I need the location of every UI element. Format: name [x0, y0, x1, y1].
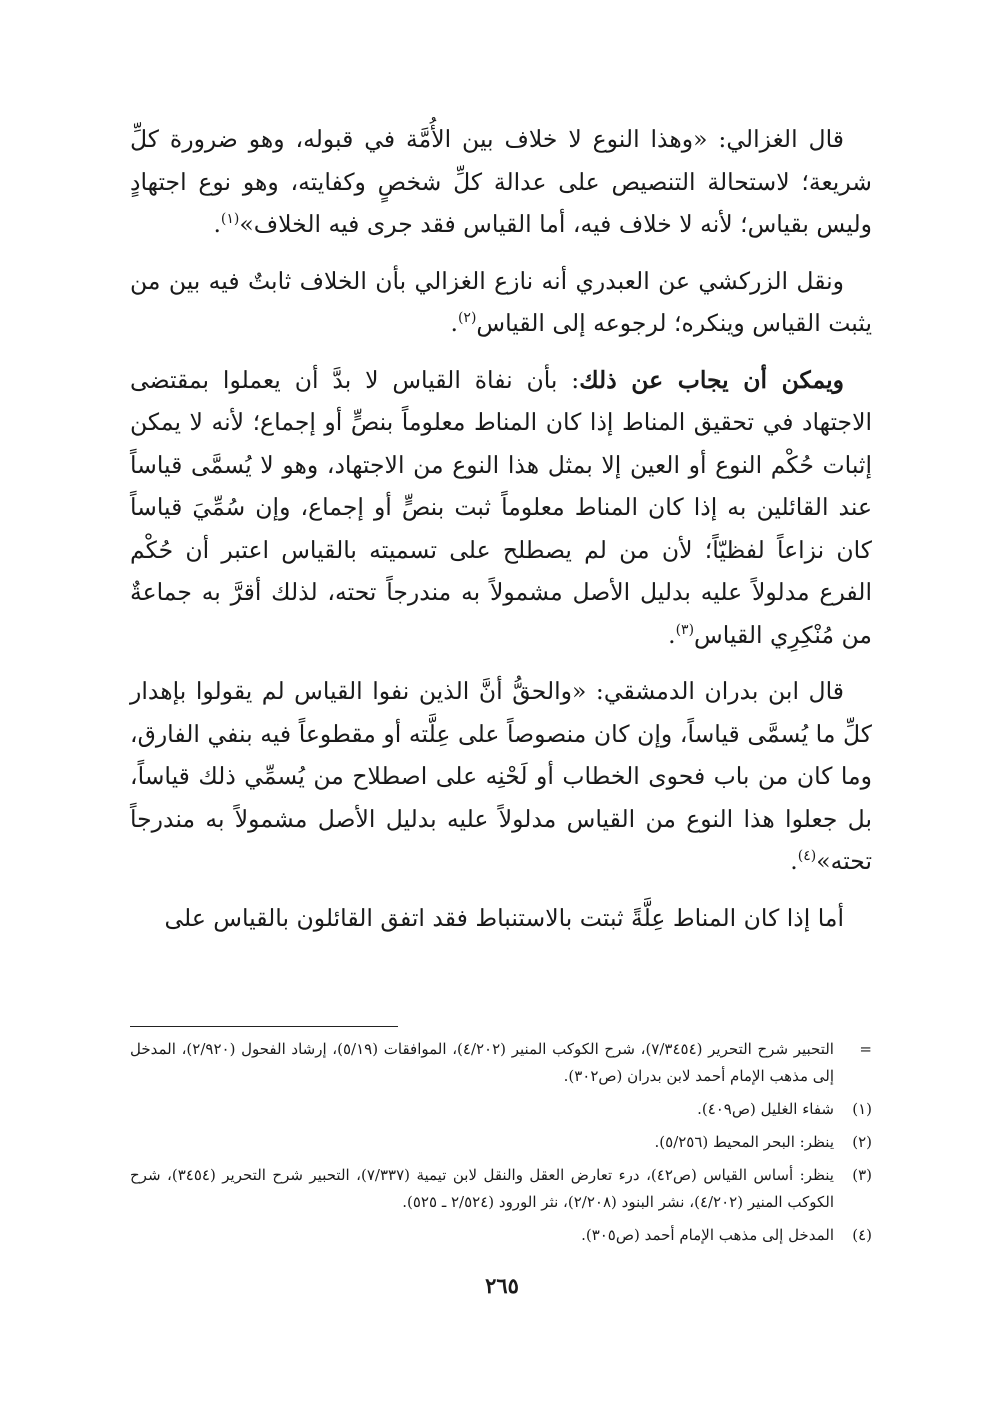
- footnote-ref-3[interactable]: (٣): [675, 621, 695, 638]
- page-body: [130, 118, 872, 1318]
- footnote-ref-4[interactable]: (٤): [797, 848, 817, 865]
- footnote-ref-2[interactable]: (٢): [457, 310, 477, 327]
- footnote-divider: [130, 1026, 398, 1027]
- footnotes: [130, 1036, 872, 1255]
- footnote-4: (٤) المدخل إلى مذهب الإمام أحمد (ص٣٠٥).: [581, 1226, 872, 1244]
- footnote-2: (٢) ينظر: البحر المحيط (٥/٢٥٦).: [654, 1133, 872, 1151]
- response-heading: ويمكن أن يجاب عن ذلك: [579, 365, 844, 394]
- footnote-3: (٣) ينظر: أساس القياس (ص٤٢)، درء تعارض العقل والنقل لابن تيمية (٧/٣٣٧)، التحبير شرح التحرير (٣٤٥٤)، شرح الكوكب المنير (٤/٢٠٢)، نشر البنود (٢/٢٠٨)، نثر الورود (٢/٥٢٤ ـ ٥٢٥).: [130, 1166, 872, 1211]
- footnote-ref-1[interactable]: (١): [220, 211, 240, 228]
- paragraph-ghazali-quote: قال الغزالي: «وهذا النوع لا خلاف بين الأُمَّة في قبوله، وهو ضرورة كلِّ شريعة؛ لاستحالة التنصيص على عدالة كلِّ شخصٍ وكفايته، وهو نوع اجتهادٍ وليس بقياس؛ لأنه لا خلاف فيه، أما القياس فقد جرى فيه الخلاف»$^{(١)}$.: [130, 125, 872, 238]
- page-number: ٢٦٥: [485, 1273, 519, 1298]
- paragraph-ibn-badran-quote: قال ابن بدران الدمشقي: «والحقُّ أنَّ الذين نفوا القياس لم يقولوا بإهدار كلِّ ما يُسمَّى قياساً، وإن كان منصوصاً على عِلَّته أو مقطوعاً فيه بنفي الفارق، وما كان من باب فحوى الخطاب أو لَحْنِه على اصطلاح من يُسمِّي ذلك قياساً، بل جعلوا هذا النوع من القياس مدلولاً عليه بدليل الأصل مشمولاً به مندرجاً تحته»$^{(٤)}$.: [130, 677, 872, 875]
- paragraph-manat-illa: أما إذا كان المناط عِلَّةً ثبتت بالاستنباط فقد اتفق القائلون بالقياس على: [164, 903, 844, 932]
- footnote-continuation: = التحبير شرح التحرير (٧/٣٤٥٤)، شرح الكوكب المنير (٤/٢٠٢)، الموافقات (٥/١٩)، إرشاد الفحول (٢/٩٢٠)، المدخل إلى مذهب الإمام أحمد لابن بدران (ص٣٠٢).: [130, 1040, 872, 1085]
- footnote-1: (١) شفاء الغليل (ص٤٠٩).: [697, 1100, 872, 1118]
- paragraph-response: ويمكن أن يجاب عن ذلك: بأن نفاة القياس لا بدَّ أن يعملوا بمقتضى الاجتهاد في تحقيق المناط إذا كان المناط معلوماً بنصٍّ أو إجماع؛ لأنه لا يمكن إثبات حُكْم النوع أو العين إلا بمثل هذا النوع من الاجتهاد، وهو لا يُسمَّى قياساً عند القائلين به إذا كان المناط معلوماً ثبت بنصٍّ أو إجماع، وإن سُمِّيَ قياساً كان نزاعاً لفظيّاً؛ لأن من لم يصطلح على تسميته بالقياس اعتبر أن حُكْم الفرع مدلولاً عليه بدليل الأصل مشمولاً به مندرجاً تحته، لذلك أقرَّ به جماعةٌ من مُنْكِرِي القياس$^{(٣)}$.: [130, 365, 872, 649]
- paragraph-zarkashi: ونقل الزركشي عن العبدري أنه نازع الغزالي بأن الخلاف ثابتٌ فيه بين من يثبت القياس وينكره؛ لرجوعه إلى القياس$^{(٢)}$.: [130, 266, 872, 337]
